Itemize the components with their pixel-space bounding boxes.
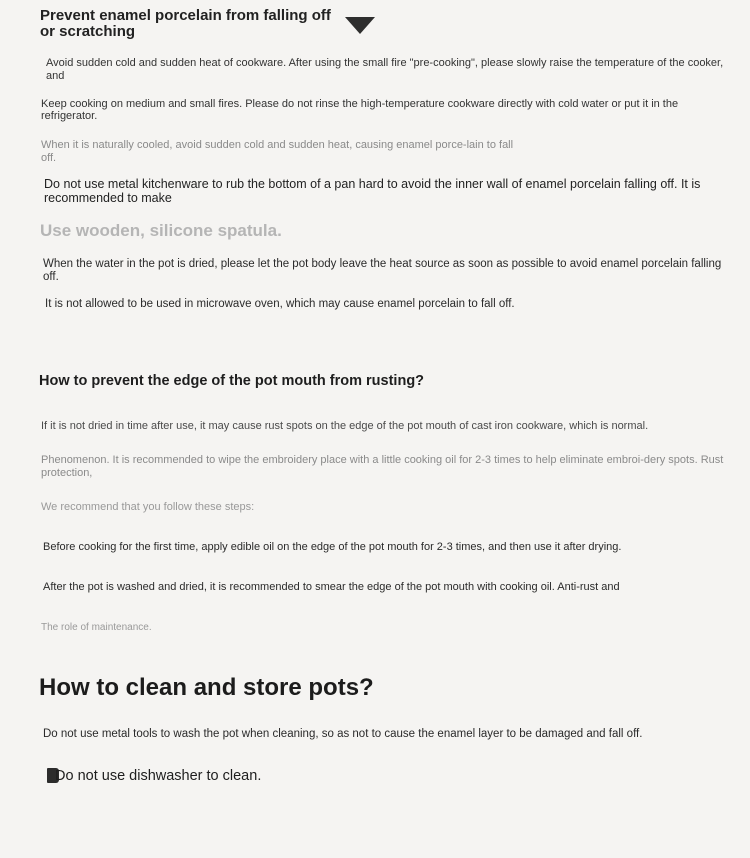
paragraph-dried-pot: When the water in the pot is dried, please let the pot body leave the heat source as soon as possible to avoid enamel porcelain falling off. xyxy=(43,258,722,283)
paragraph-microwave: It is not allowed to be used in microwave oven, which may cause enamel porcelain to fall off. xyxy=(45,298,515,310)
triangle-down-icon xyxy=(345,17,375,34)
paragraph-natural-cooling: When it is naturally cooled, avoid sudden cold and sudden heat, causing enamel porce-lain to fall off. xyxy=(41,139,514,164)
section-title-rust: How to prevent the edge of the pot mouth from rusting? xyxy=(39,373,425,389)
paragraph-first-cooking: Before cooking for the first time, apply edible oil on the edge of the pot mouth for 2-3 times, and then use it after drying. xyxy=(43,541,622,553)
paragraph-metal-tools: Do not use metal tools to wash the pot when cleaning, so as not to cause the enamel layer to be damaged and fall off. xyxy=(43,728,643,740)
paragraph-rust-spots: If it is not dried in time after use, it may cause rust spots on the edge of the pot mouth of cast iron cookware, which is normal. xyxy=(41,420,649,432)
paragraph-phenomenon: Phenomenon. It is recommended to wipe the embroidery place with a little cooking oil for 2-3 times to help eliminate embroi-dery spots. Rust protection, xyxy=(41,454,724,479)
paragraph-recommend-steps: We recommend that you follow these steps: xyxy=(41,501,255,513)
paragraph-medium-fire: Keep cooking on medium and small fires. Please do not rinse the high-temperature cookware directly with cold water or put it in the refrigerator. xyxy=(41,98,679,122)
paragraph-sudden-heat: Avoid sudden cold and sudden heat of cookware. After using the small fire "pre-cooking", please slowly raise the temperature of the cooker, and xyxy=(46,57,724,82)
subtitle-wooden-spatula: Use wooden, silicone spatula. xyxy=(40,221,282,240)
paragraph-after-washing: After the pot is washed and dried, it is recommended to smear the edge of the pot mouth with cooking oil. Anti-rust and xyxy=(43,581,620,593)
section-title-clean-store: How to clean and store pots? xyxy=(39,674,374,701)
paragraph-maintenance: The role of maintenance. xyxy=(41,622,152,633)
paragraph-metal-kitchenware: Do not use metal kitchenware to rub the bottom of a pan hard to avoid the inner wall of enamel porcelain falling off. It is recommended to make xyxy=(44,177,701,205)
section-title-enamel: Prevent enamel porcelain from falling off or scratching xyxy=(40,7,331,40)
paragraph-dishwasher: Do not use dishwasher to clean. xyxy=(55,768,262,784)
